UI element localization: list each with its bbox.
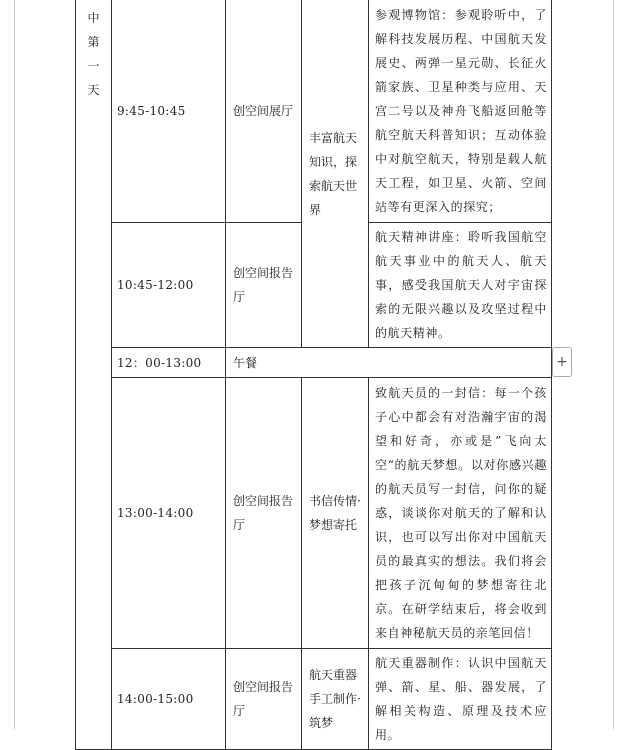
table-row <box>76 378 552 649</box>
day-label: 中第一天 <box>87 11 100 97</box>
time-cell: 14:00-15:00 <box>112 649 226 750</box>
venue-cell: 创空间展厅 <box>226 0 302 223</box>
page-left-edge <box>14 0 15 729</box>
activity-description: 参观博物馆：参观聆听中，了解科技发展历程、中国航天发展史、两弹一星元勋、长征火箭家族、卫星种类与应用、天宫二号以及神舟飞船返回舱等航空航天科普知识；互动体验中对航空航天，特别是载人航天工程，如卫星、火箭、空间站等有更深入的探究； <box>369 0 552 223</box>
schedule-table <box>75 0 552 750</box>
activity-description: 致航天员的一封信：每一个孩子心中都会有对浩瀚宇宙的渴望和好奇，亦或是”飞向太空“的航天梦想。以对你感兴趣的航天员写一封信，问你的疑惑，谈谈你对航天的了解和认识，也可以写出你对中国航天员的最真实的想法。我们将会把孩子沉甸甸的梦想寄往北京。在研学结束后，将会收到来自神秘航天员的亲笔回信！ <box>369 378 552 649</box>
theme-cell: 航天重器手工制作·筑梦 <box>302 649 369 750</box>
time-cell: 10:45-12:00 <box>112 223 226 348</box>
time-cell: 9:45-10:45 <box>112 0 226 223</box>
table-row <box>76 0 552 223</box>
add-row-button[interactable]: + <box>552 347 572 377</box>
page-right-edge <box>613 0 614 729</box>
time-cell: 12：00-13:00 <box>112 348 226 378</box>
venue-cell: 创空间报告厅 <box>226 649 302 750</box>
activity-description: 航天精神讲座：聆听我国航空航天事业中的航天人、航天事，感受我国航天人对宇宙探索的无限兴趣以及攻坚过程中的航天精神。 <box>369 223 552 348</box>
table-row <box>76 649 552 750</box>
table-row <box>76 348 552 378</box>
theme-cell: 丰富航天知识，探索航天世界 <box>302 0 369 348</box>
day-cell <box>76 0 112 750</box>
venue-cell: 创空间报告厅 <box>226 378 302 649</box>
activity-description: 航天重器制作：认识中国航天弹、箭、星、船、器发展，了解相关构造、原理及技术应用。 <box>369 649 552 750</box>
time-cell: 13:00-14:00 <box>112 378 226 649</box>
venue-cell: 创空间报告厅 <box>226 223 302 348</box>
theme-cell: 书信传情·梦想寄托 <box>302 378 369 649</box>
lunch-cell: 午餐 <box>226 348 552 378</box>
